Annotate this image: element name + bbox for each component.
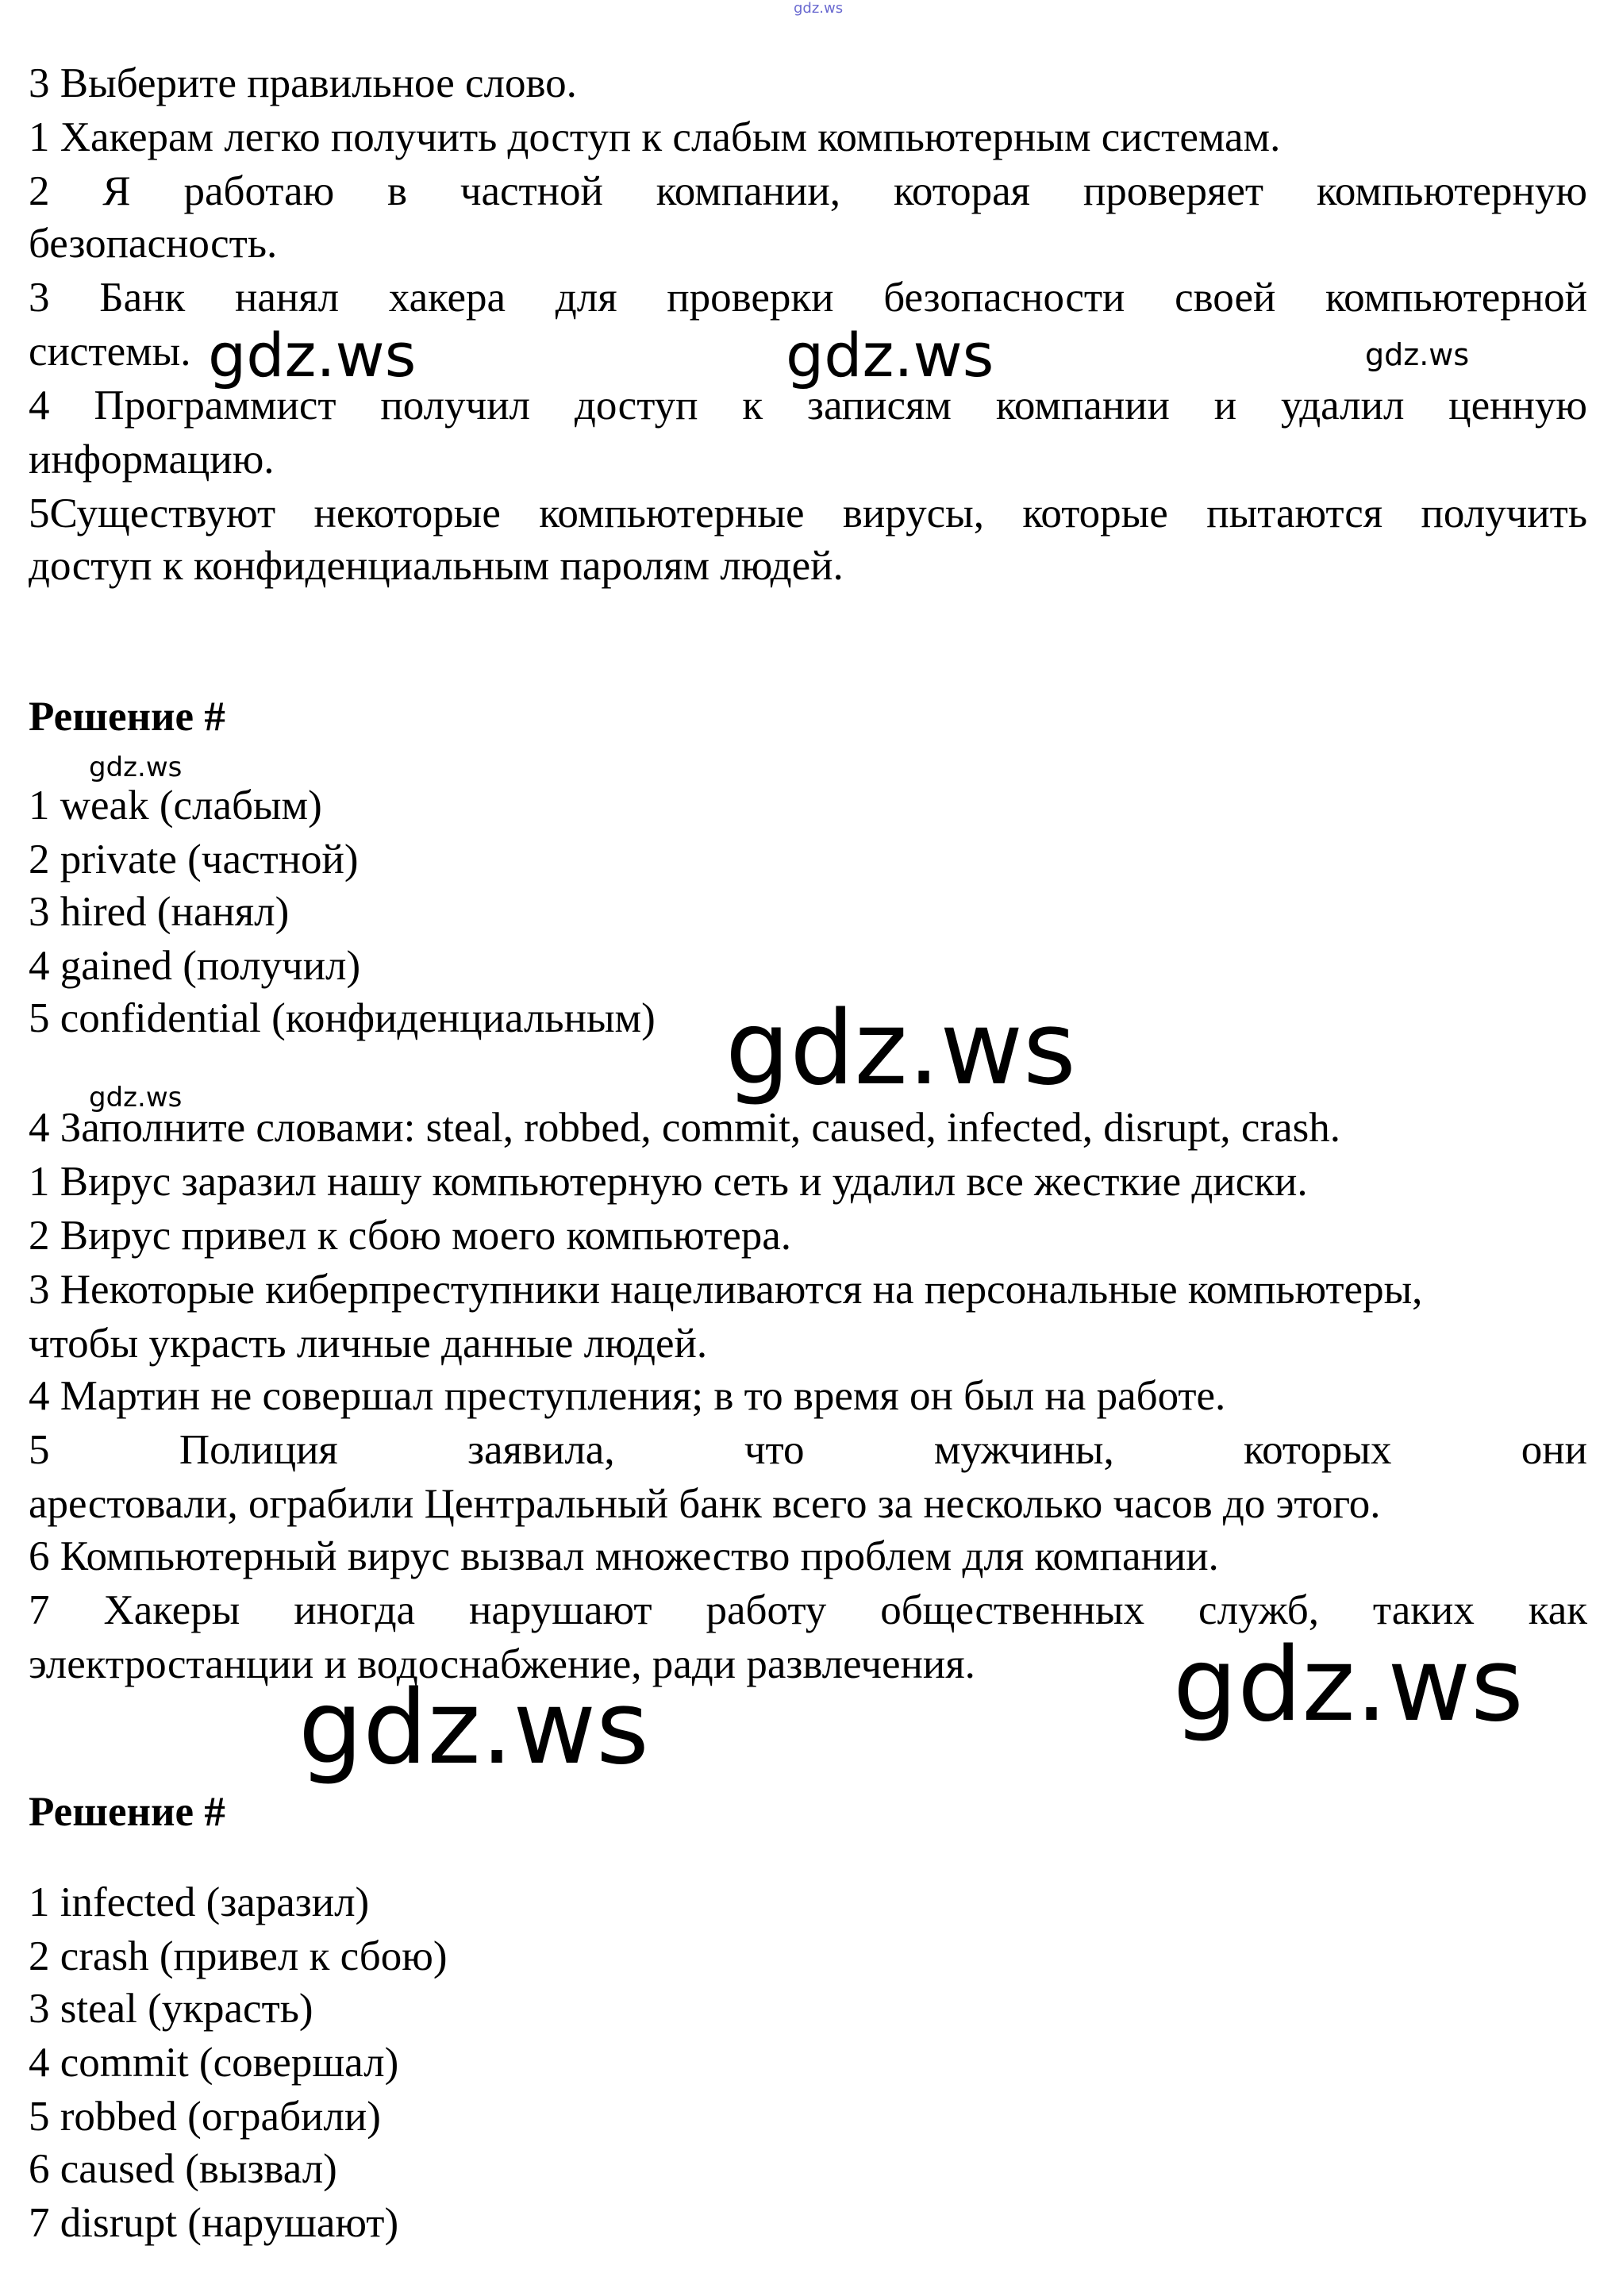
watermark: gdz.ws xyxy=(786,320,994,390)
exercise4-line: 7 Хакеры иногда нарушают работу общественных служб, таких как xyxy=(29,1587,1587,1633)
solution4-answer: 6 caused (вызвал) xyxy=(29,2146,337,2192)
exercise4-line: чтобы украсть личные данные людей. xyxy=(29,1321,708,1367)
watermark: gdz.ws xyxy=(89,1082,183,1113)
exercise3-line: информацию. xyxy=(29,437,275,483)
solution3-answer: 1 weak (слабым) xyxy=(29,783,322,829)
exercise4-line: арестовали, ограбили Центральный банк всего за несколько часов до этого. xyxy=(29,1481,1381,1527)
exercise4-line: 6 Компьютерный вирус вызвал множество проблем для компании. xyxy=(29,1533,1219,1579)
solution4-answer: 4 commit (совершал) xyxy=(29,2040,399,2086)
solution4-answer: 1 infected (заразил) xyxy=(29,1879,370,1925)
solution4-answer: 5 robbed (ограбили) xyxy=(29,2094,381,2140)
exercise3-line: системы. xyxy=(29,329,191,375)
watermark: gdz.ws xyxy=(298,1669,649,1787)
solution4-answer: 2 crash (привел к сбою) xyxy=(29,1933,448,1979)
solution4-answer: 7 disrupt (нарушают) xyxy=(29,2200,399,2246)
watermark: gdz.ws xyxy=(725,990,1076,1108)
exercise3-title: 3 Выберите правильное слово. xyxy=(29,60,577,106)
exercise3-line: доступ к конфиденциальным паролям людей. xyxy=(29,543,844,589)
exercise3-line: 4 Программист получил доступ к записям компании и удалил ценную xyxy=(29,383,1587,429)
solution3-answer: 2 private (частной) xyxy=(29,836,359,883)
watermark: gdz.ws xyxy=(89,752,183,783)
exercise3-line: 3 Банк нанял хакера для проверки безопасности своей компьютерной xyxy=(29,275,1587,321)
watermark: gdz.ws xyxy=(208,320,417,390)
exercise4-line: электростанции и водоснабжение, ради развлечения. xyxy=(29,1641,975,1687)
exercise4-line: 4 Мартин не совершал преступления; в то время он был на работе. xyxy=(29,1373,1226,1419)
exercise3-line: безопасность. xyxy=(29,221,278,267)
watermark: gdz.ws xyxy=(1173,1626,1524,1744)
exercise4-line: 1 Вирус заразил нашу компьютерную сеть и удалил все жесткие диски. xyxy=(29,1159,1308,1205)
exercise3-line: 5Существуют некоторые компьютерные вирусы, которые пытаются получить xyxy=(29,490,1587,537)
exercise4-line: 5 Полиция заявила, что мужчины, которых они xyxy=(29,1427,1587,1473)
solution3-answer: 5 confidential (конфиденциальным) xyxy=(29,995,656,1041)
exercise4-line: 3 Некоторые киберпреступники нацеливаются на персональные компьютеры, xyxy=(29,1267,1423,1313)
exercise3-line: 2 Я работаю в частной компании, которая проверяет компьютерную xyxy=(29,168,1587,214)
solution3-heading: Решение # xyxy=(29,694,225,740)
solution3-answer: 4 gained (получил) xyxy=(29,943,361,989)
solution3-answer: 3 hired (нанял) xyxy=(29,889,290,935)
watermark: gdz.ws xyxy=(1365,337,1470,372)
exercise3-line: 1 Хакерам легко получить доступ к слабым компьютерным системам. xyxy=(29,114,1281,160)
solution4-answer: 3 steal (украсть) xyxy=(29,1986,313,2032)
exercise4-line: 2 Вирус привел к сбою моего компьютера. xyxy=(29,1213,792,1259)
watermark-top: gdz.ws xyxy=(794,0,844,17)
exercise4-title: 4 Заполните словами: steal, robbed, commit, caused, infected, disrupt, crash. xyxy=(29,1105,1340,1151)
solution4-heading: Решение # xyxy=(29,1789,225,1835)
